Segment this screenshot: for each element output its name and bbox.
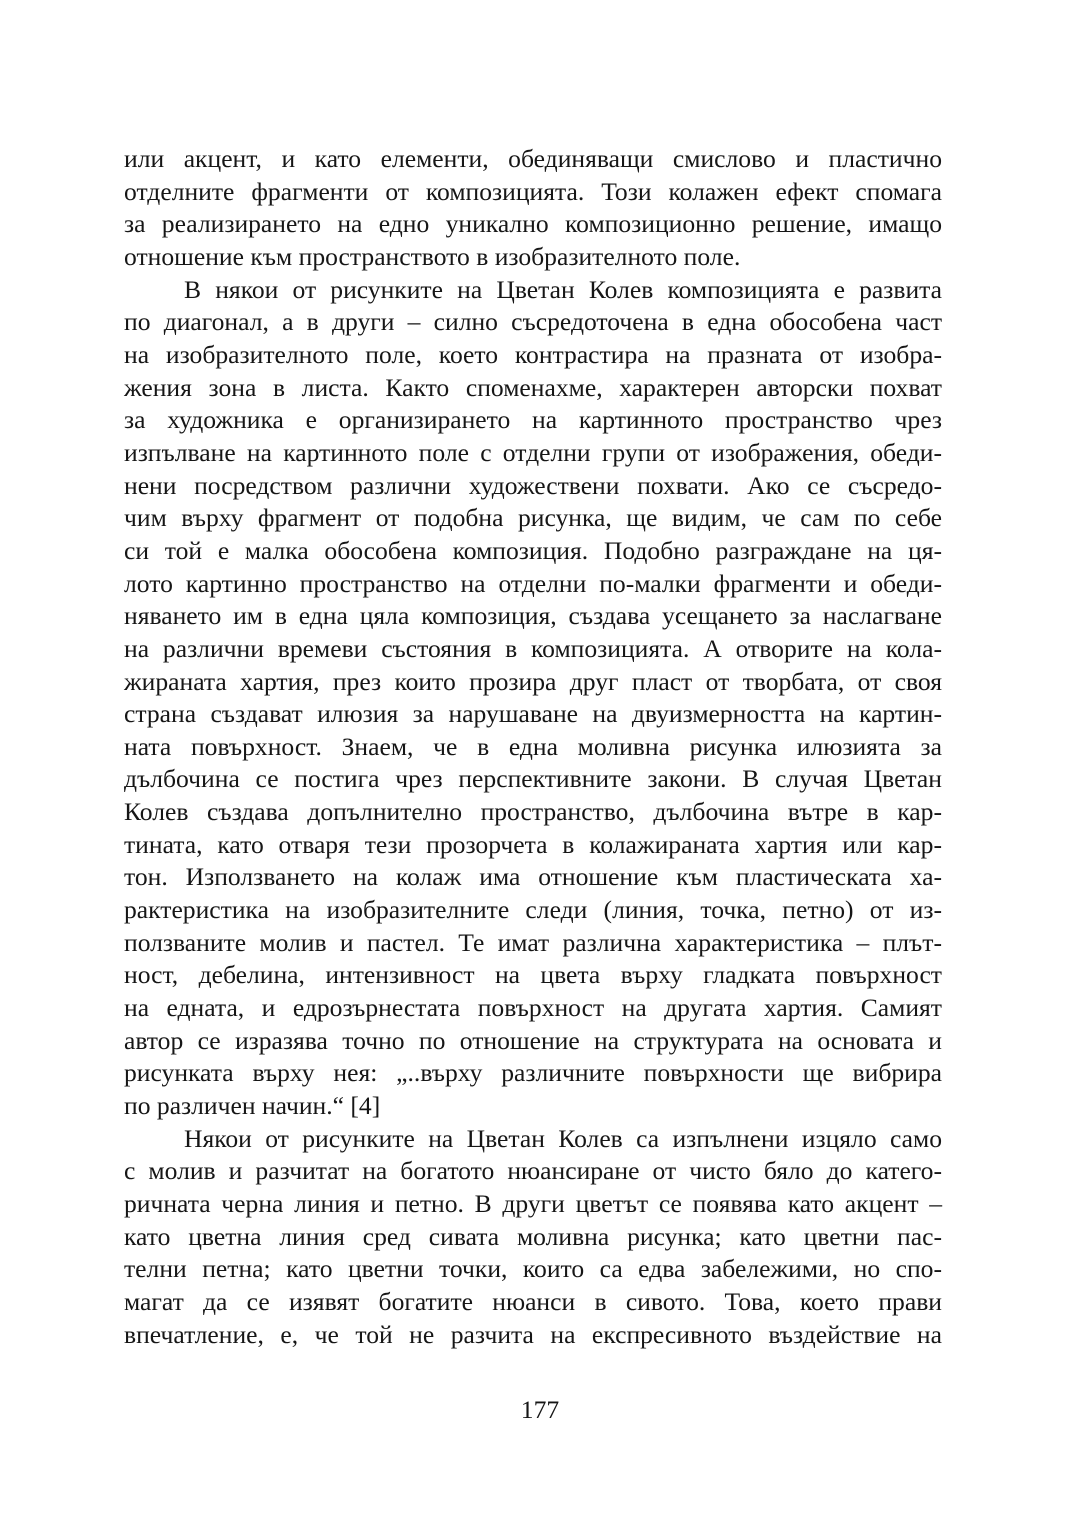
text-line: магат да се изявят богатите нюанси в сивото. Това, което прави <box>124 1286 942 1316</box>
text-line: или акцент, и като елементи, обединяващи смислово и пластично <box>124 144 942 173</box>
text-line: ползваните молив и пастел. Те имат различна характеристика – плът- <box>124 927 942 957</box>
text-line: по различен начин.“ [4] <box>124 1091 381 1121</box>
text-line: тон. Използването на колаж има отношение към пластическата ха- <box>124 862 942 892</box>
text-line: за реализирането на едно уникално композиционно решение, имащо <box>124 209 942 239</box>
text-line: ричната черна линия и петно. В други цветът се появява като акцент – <box>124 1189 942 1218</box>
text-line: телни петна; като цветни точки, които са едва забележими, но спо- <box>124 1254 942 1284</box>
text-line: на различни времеви състояния в композицията. А отворите на кола- <box>124 633 942 663</box>
text-line: рактеристика на изобразителните следи (линия, точка, петно) от из- <box>124 895 942 925</box>
text-line: впечатление, е, че той не разчита на експресивното въздействие на <box>124 1319 942 1349</box>
text-line: дълбочина се постига чрез перспективните закони. В случая Цветан <box>124 764 942 794</box>
text-line: като цветна линия сред сивата моливна рисунка; като цветни пас- <box>124 1221 942 1251</box>
text-line: Колев създава допълнително пространство, дълбочина вътре в кар- <box>124 797 942 827</box>
text-line: жираната хартия, през които прозира друг пласт от творбата, от своя <box>124 666 942 696</box>
text-line: с молив и разчитат на богатото нюансиране от чисто бяло до катего- <box>124 1156 942 1186</box>
page-number: 177 <box>520 1395 560 1424</box>
text-line: ната повърхност. Знаем, че в една моливна рисунка илюзията за <box>124 731 942 761</box>
text-line: чим върху фрагмент от подобна рисунка, ще видим, че сам по себе <box>124 503 942 533</box>
text-line: жения зона в листа. Както споменахме, характерен авторски похват <box>124 372 942 402</box>
text-line: тината, като отваря тези прозорчета в колажираната хартия или кар- <box>124 829 942 859</box>
text-line: на изобразителното поле, което контрастира на празната от изобра- <box>124 339 942 369</box>
body-text <box>124 143 942 1351</box>
text-line: В някои от рисунките на Цветан Колев композицията е развита <box>184 274 942 304</box>
text-line: автор се изразява точно по отношение на структурата на основата и <box>124 1025 942 1055</box>
text-line: по диагонал, а в други – силно съсредоточена в една обособена част <box>124 307 942 337</box>
text-line: отделните фрагменти от композицията. Този колажен ефект спомага <box>124 176 942 206</box>
text-line: страна създават илюзия за нарушаване на двуизмерността на картин- <box>124 699 942 729</box>
text-line: рисунката върху нея: „..върху различните повърхности ще вибрира <box>124 1058 942 1088</box>
text-line: отношение към пространството в изобразителното поле. <box>124 241 741 271</box>
text-line: лото картинно пространство на отделни по-малки фрагменти и обеди- <box>124 568 942 598</box>
text-line: Някои от рисунките на Цветан Колев са изпълнени изцяло само <box>184 1123 942 1153</box>
text-line: няването им в една цяла композиция, създава усещането за наслагване <box>124 601 942 631</box>
text-line: нени посредством различни художествени похвати. Ако се съсредо- <box>124 470 942 500</box>
text-line: на едната, и едрозърнестата повърхност на другата хартия. Самият <box>124 993 942 1023</box>
text-line: си той е малка обособена композиция. Подобно разграждане на ця- <box>124 535 942 565</box>
text-line: за художника е организирането на картинното пространство чрез <box>124 405 942 435</box>
text-line: ност, дебелина, интензивност на цвета върху гладката повърхност <box>124 960 942 990</box>
text-line: изпълване на картинното поле с отделни групи от изображения, обеди- <box>124 437 942 467</box>
